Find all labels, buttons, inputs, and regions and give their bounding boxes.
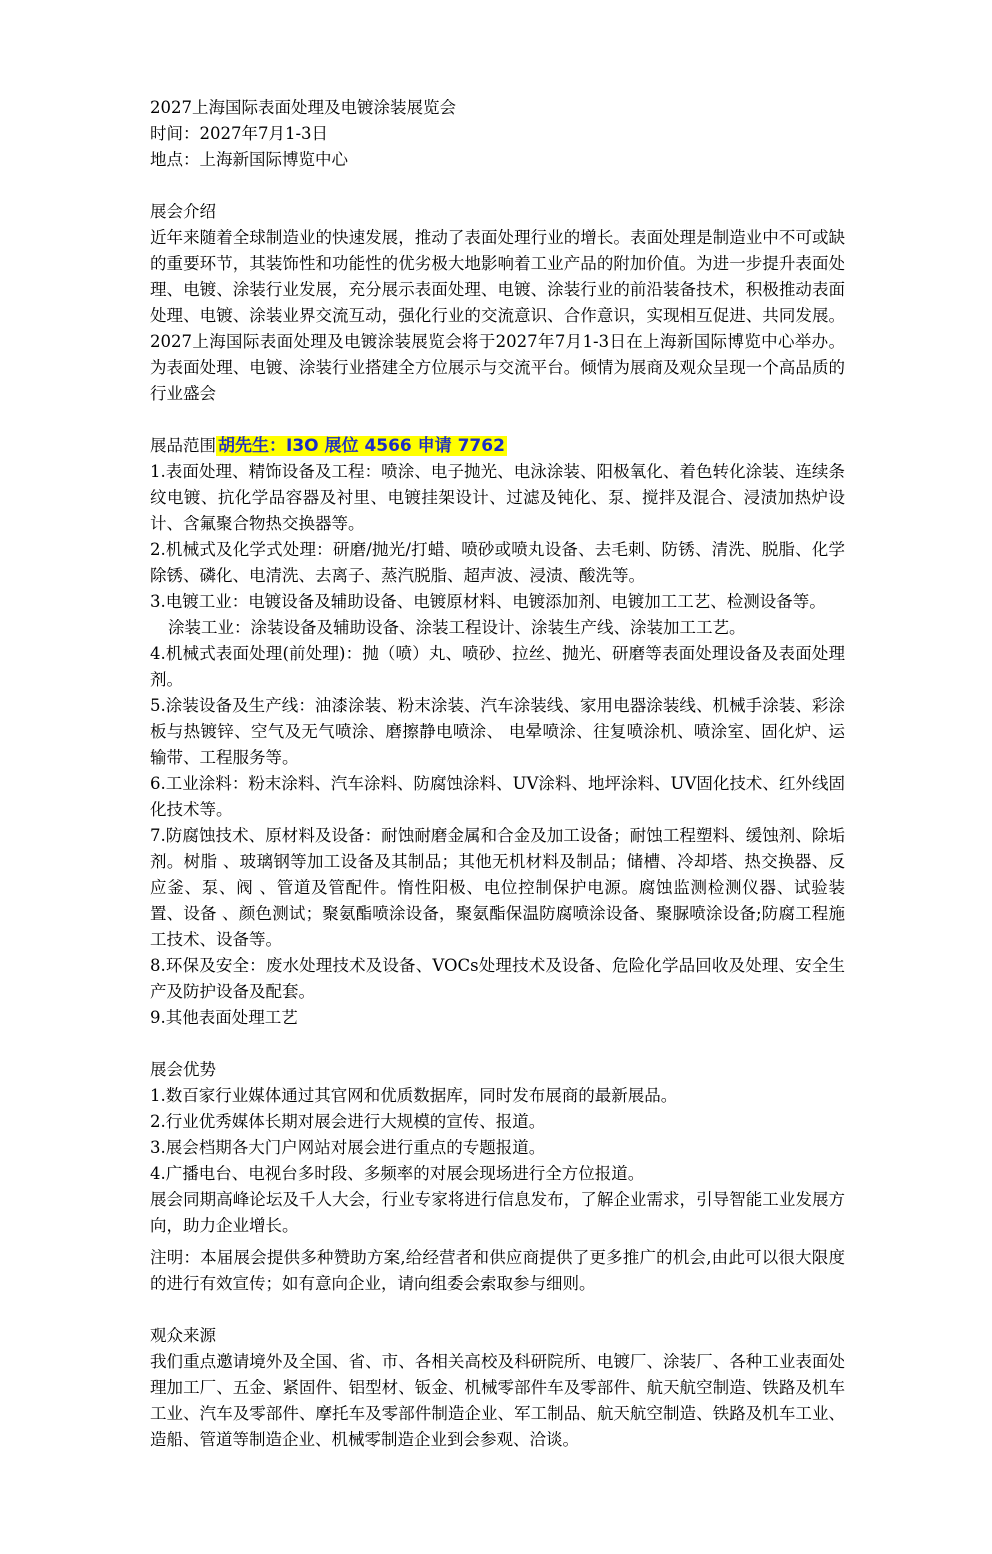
- document-title: 2027上海国际表面处理及电镀涂装展览会: [150, 98, 456, 117]
- audience-heading: 观众来源: [150, 1326, 216, 1345]
- scope-item: 1.表面处理、精饰设备及工程：喷涂、电子抛光、电泳涂装、阳极氧化、着色转化涂装、连续条纹电镀、抗化学品容器及衬里、电镀挂架设计、过滤及钝化、泵、搅拌及混合、浸渍加热炉设计、含氟聚合物热交换器等。: [150, 462, 845, 533]
- spacer: [150, 407, 845, 433]
- event-time: 时间：2027年7月1-3日: [150, 124, 329, 143]
- scope-item: 9.其他表面处理工艺: [150, 1008, 298, 1027]
- contact-highlight: 胡先生：I3O 展位 4566 申请 7762: [218, 436, 505, 456]
- document: [150, 95, 845, 1453]
- scope-item: 8.环保及安全：废水处理技术及设备、VOCs处理技术及设备、危险化学品回收及处理、安全生产及防护设备及配套。: [150, 956, 845, 1001]
- audience-body: 我们重点邀请境外及全国、省、市、各相关高校及科研院所、电镀厂、涂装厂、各种工业表面处理加工厂、五金、紧固件、铝型材、钣金、机械零部件车及零部件、航天航空制造、铁路及机车工业、汽车及零部件、摩托车及零部件制造企业、军工制品、航天航空制造、铁路及机车工业、造船、管道等制造企业、机械零制造企业到会参观、洽谈。: [150, 1352, 845, 1449]
- scope-item: 4.机械式表面处理(前处理)：抛（喷）丸、喷砂、拉丝、抛光、研磨等表面处理设备及表面处理剂。: [150, 644, 845, 689]
- scope-item: 7.防腐蚀技术、原材料及设备：耐蚀耐磨金属和合金及加工设备；耐蚀工程塑料、缓蚀剂、除垢剂。树脂 、玻璃钢等加工设备及其制品；其他无机材料及制品；储槽、冷却塔、热交换器、反应釜、泵、阀 、管道及管配件。惰性阳极、电位控制保护电源。腐蚀监测检测仪器、试验装置、设备 、颜色测试；聚氨酯喷涂设备，聚氨酯保温防腐喷涂设备、聚脲喷涂设备;防腐工程施工技术、设备等。: [150, 826, 845, 949]
- advantage-item: 4.广播电台、电视台多时段、多频率的对展会现场进行全方位报道。: [150, 1164, 645, 1183]
- scope-item: 5.涂装设备及生产线：油漆涂装、粉末涂装、汽车涂装线、家用电器涂装线、机械手涂装、彩涂板与热镀锌、空气及无气喷涂、磨擦静电喷涂、 电晕喷涂、往复喷涂机、喷涂室、固化炉、运输带、工程服务等。: [150, 696, 845, 767]
- scope-item: 6.工业涂料：粉末涂料、汽车涂料、防腐蚀涂料、UV涂料、地坪涂料、UV固化技术、红外线固化技术等。: [150, 774, 845, 819]
- spacer: [150, 1031, 845, 1057]
- scope-item: 3.电镀工业：电镀设备及辅助设备、电镀原材料、电镀添加剂、电镀加工工艺、检测设备等。: [150, 592, 826, 611]
- advantage-item: 展会同期高峰论坛及千人大会，行业专家将进行信息发布，了解企业需求，引导智能工业发展方向，助力企业增长。: [150, 1190, 845, 1235]
- scope-item: 2.机械式及化学式处理：研磨/抛光/打蜡、喷砂或喷丸设备、去毛刺、防锈、清洗、脱脂、化学除锈、磷化、电清洗、去离子、蒸汽脱脂、超声波、浸渍、酸洗等。: [150, 540, 845, 585]
- scope-heading: 展品范围: [150, 436, 216, 455]
- advantages-heading: 展会优势: [150, 1060, 216, 1079]
- intro-heading: 展会介绍: [150, 202, 216, 221]
- scope-heading-line: [150, 433, 845, 459]
- advantages-note: 注明：本届展会提供多种赞助方案,给经营者和供应商提供了更多推广的机会,由此可以很大限度的进行有效宣传；如有意向企业，请向组委会索取参与细则。: [150, 1248, 845, 1293]
- advantage-item: 3.展会档期各大门户网站对展会进行重点的专题报道。: [150, 1138, 546, 1157]
- spacer: [150, 1297, 845, 1323]
- advantage-item: 1.数百家行业媒体通过其官网和优质数据库，同时发布展商的最新展品。: [150, 1086, 678, 1105]
- advantage-item: 2.行业优秀媒体长期对展会进行大规模的宣传、报道。: [150, 1112, 546, 1131]
- spacer: [150, 173, 845, 199]
- intro-body: 近年来随着全球制造业的快速发展，推动了表面处理行业的增长。表面处理是制造业中不可或缺的重要环节，其装饰性和功能性的优劣极大地影响着工业产品的附加价值。为进一步提升表面处理、电镀、涂装行业发展，充分展示表面处理、电镀、涂装行业的前沿装备技术，积极推动表面处理、电镀、涂装业界交流互动，强化行业的交流意识、合作意识，实现相互促进、共同发展。2027上海国际表面处理及电镀涂装展览会将于2027年7月1-3日在上海新国际博览中心举办。为表面处理、电镀、涂装行业搭建全方位展示与交流平台。倾情为展商及观众呈现一个高品质的行业盛会: [150, 228, 845, 403]
- event-location: 地点：上海新国际博览中心: [150, 150, 348, 169]
- scope-item: 涂装工业：涂装设备及辅助设备、涂装工程设计、涂装生产线、涂装加工工艺。: [168, 618, 746, 637]
